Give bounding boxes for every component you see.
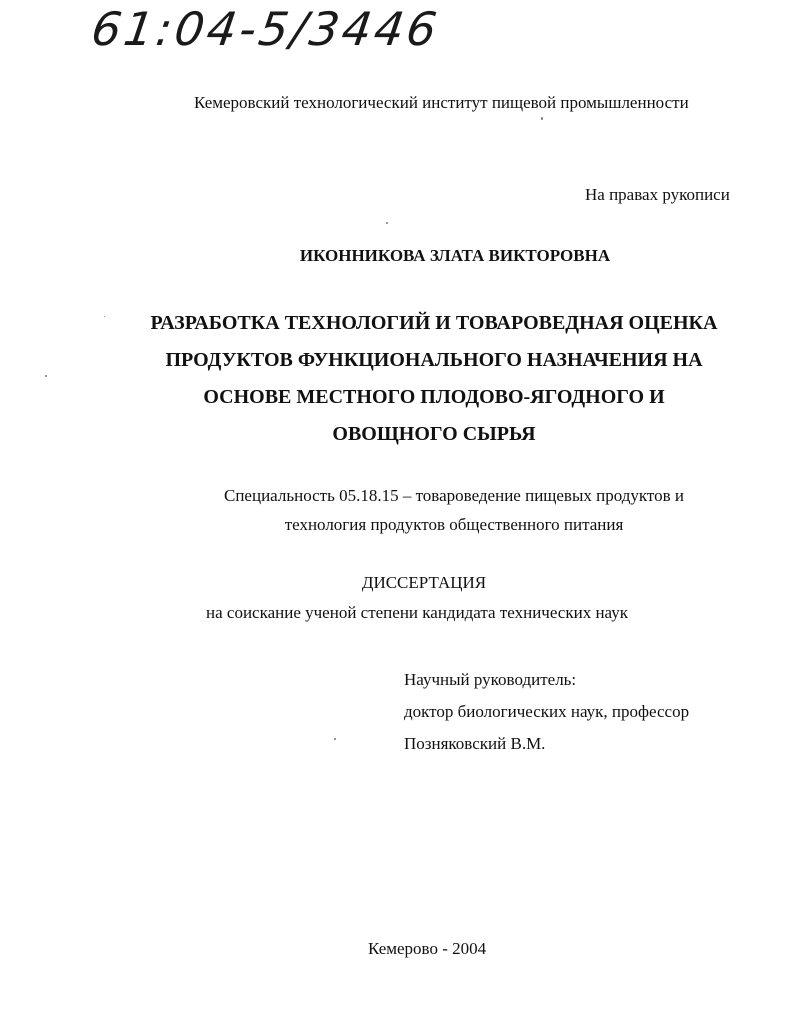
supervisor-title: доктор биологических наук, профессор: [404, 702, 690, 721]
specialty-line: технология продуктов общественного питания: [284, 515, 624, 534]
title-line: РАЗРАБОТКА ТЕХНОЛОГИЙ И ТОВАРОВЕДНАЯ ОЦЕНКА: [150, 312, 718, 334]
title-line: ОСНОВЕ МЕСТНОГО ПЛОДОВО-ЯГОДНОГО И: [203, 386, 665, 408]
manuscript-rights-note: На правах рукописи: [585, 185, 730, 204]
scan-speck: [104, 316, 105, 317]
supervisor-name: Позняковский В.М.: [404, 734, 546, 753]
scan-speck: [45, 375, 47, 377]
handwritten-call-number: 61:04-5/3446: [88, 2, 443, 56]
title-line: ПРОДУКТОВ ФУНКЦИОНАЛЬНОГО НАЗНАЧЕНИЯ НА: [165, 349, 703, 371]
city-year: Кемерово - 2004: [368, 939, 487, 958]
institute-name: Кемеровский технологический институт пищевой промышленности: [194, 93, 689, 112]
document-type: ДИССЕРТАЦИЯ: [361, 573, 487, 592]
degree-statement: на соискание ученой степени кандидата технических наук: [206, 603, 629, 622]
title-line: ОВОЩНОГО СЫРЬЯ: [332, 423, 536, 445]
scan-speck: [541, 117, 543, 120]
scan-speck: [334, 738, 336, 740]
scan-speck: [386, 222, 388, 224]
supervisor-label: Научный руководитель:: [404, 670, 577, 689]
specialty-line: Специальность 05.18.15 – товароведение пищевых продуктов и: [224, 486, 684, 505]
dissertation-title: [0, 305, 799, 453]
author-name: ИКОННИКОВА ЗЛАТА ВИКТОРОВНА: [299, 246, 611, 265]
specialty: [0, 481, 799, 539]
supervisor-block: [404, 664, 689, 760]
